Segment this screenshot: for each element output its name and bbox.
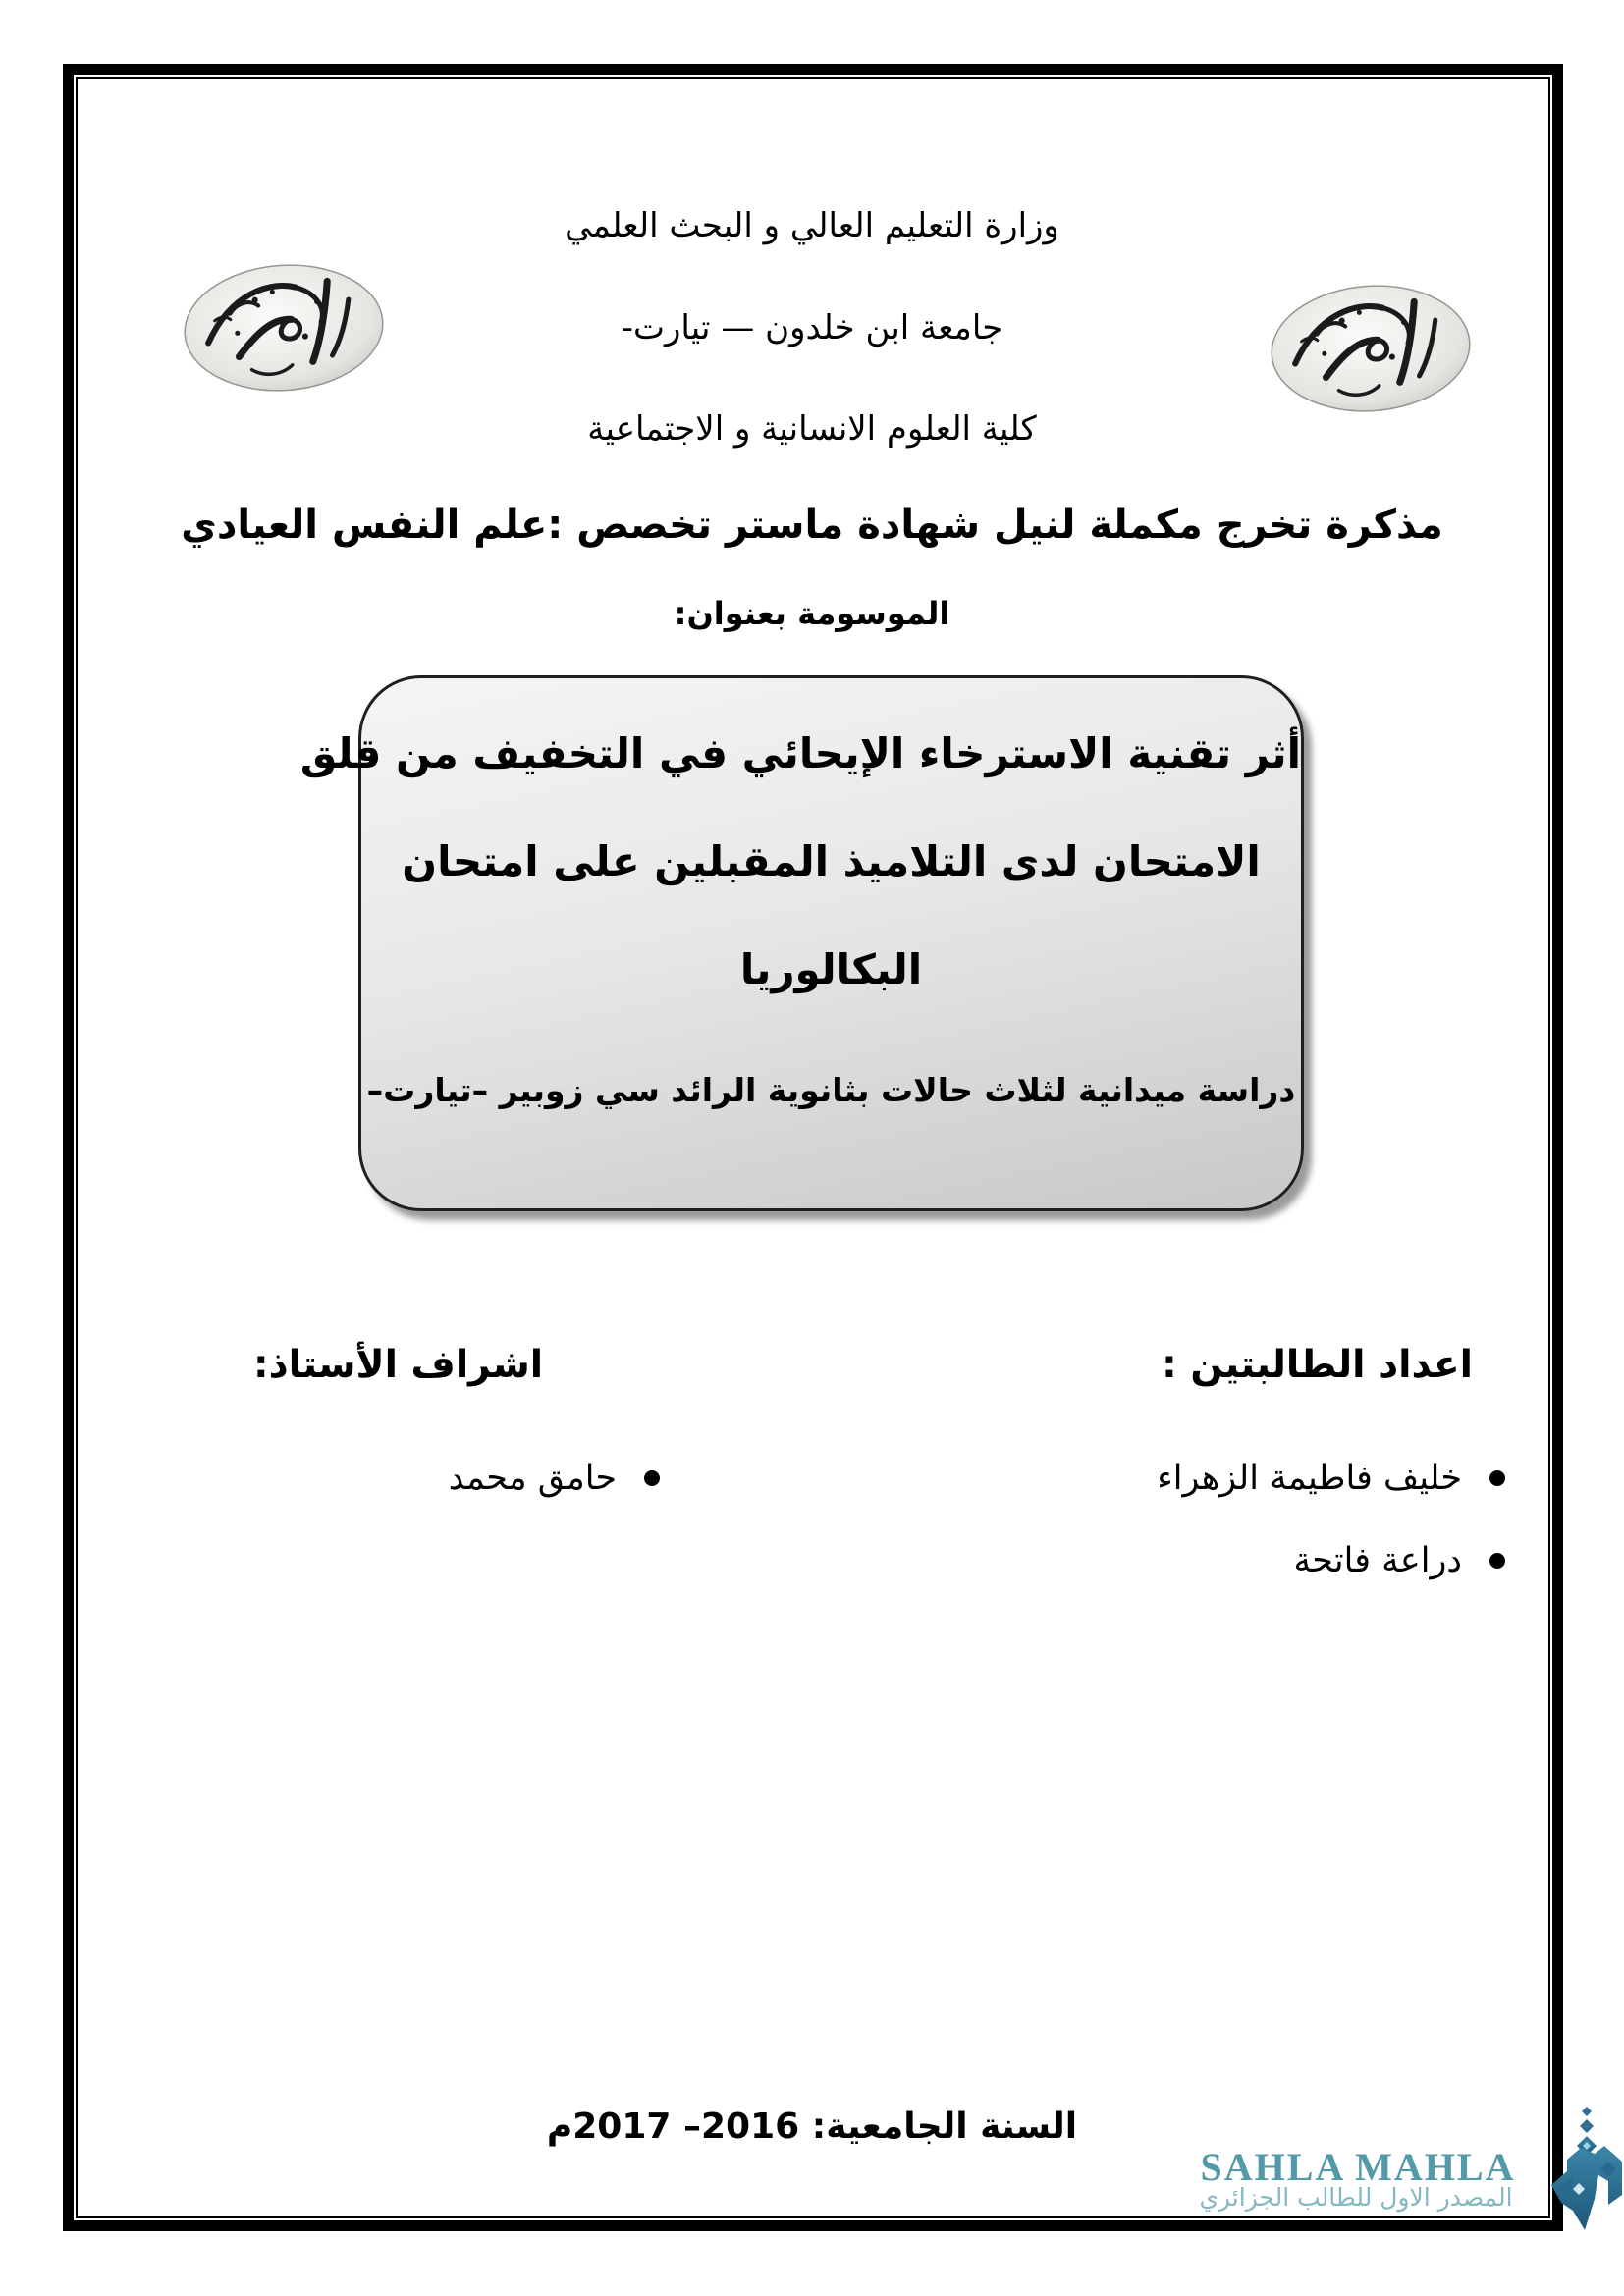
supervisor-header: اشراف الأستاذ: — [253, 1343, 544, 1387]
sahla-mahla-icon — [1549, 2107, 1624, 2230]
student-item-1 — [1157, 1459, 1505, 1498]
faculty-line: كلية العلوم الانسانية و الاجتماعية — [587, 409, 1037, 449]
university-line: جامعة ابن خلدون — تيارت- — [621, 308, 1003, 347]
university-seal-right-icon — [1267, 276, 1475, 421]
students-header: اعداد الطالبتين : — [1162, 1343, 1473, 1387]
thesis-title-box — [299, 675, 1304, 1211]
thesis-title-line-2: الامتحان لدى التلاميذ المقبلين على امتحان — [402, 837, 1261, 885]
sahla-mahla-brand-text: SAHLA MAHLA — [1200, 2145, 1516, 2189]
supervisor-name: حامق محمد — [448, 1459, 617, 1498]
student-item-2 — [1294, 1541, 1505, 1580]
thesis-title-line-3: البكالوريا — [739, 945, 923, 993]
ministry-line: وزارة التعليم العالي و البحث العلمي — [565, 206, 1059, 245]
student-name: دراعة فاتحة — [1293, 1541, 1462, 1580]
academic-year-line: السنة الجامعية: 2016– 2017م — [546, 2107, 1078, 2147]
thesis-title-line-1: أثر تقنية الاسترخاء الإيحائي في التخفيف من قلق — [299, 729, 1301, 777]
university-seal-left-icon — [180, 258, 388, 398]
titled-label: الموسومة بعنوان: — [674, 595, 950, 632]
bullet-icon — [1489, 1553, 1505, 1569]
supervisor-item-1 — [449, 1459, 660, 1498]
student-name: خليف فاطيمة الزهراء — [1157, 1459, 1462, 1498]
bullet-icon — [1489, 1470, 1505, 1486]
thesis-subtitle: دراسة ميدانية لثلاث حالات بثانوية الرائد سي زوبير –تيارت– — [366, 1071, 1296, 1109]
bullet-icon — [644, 1470, 660, 1486]
sahla-mahla-tagline: المصدر الاول للطالب الجزائري — [1199, 2183, 1513, 2212]
thesis-type-line: مذكرة تخرج مكملة لنيل شهادة ماستر تخصص :علم النفس العيادي — [181, 503, 1443, 548]
